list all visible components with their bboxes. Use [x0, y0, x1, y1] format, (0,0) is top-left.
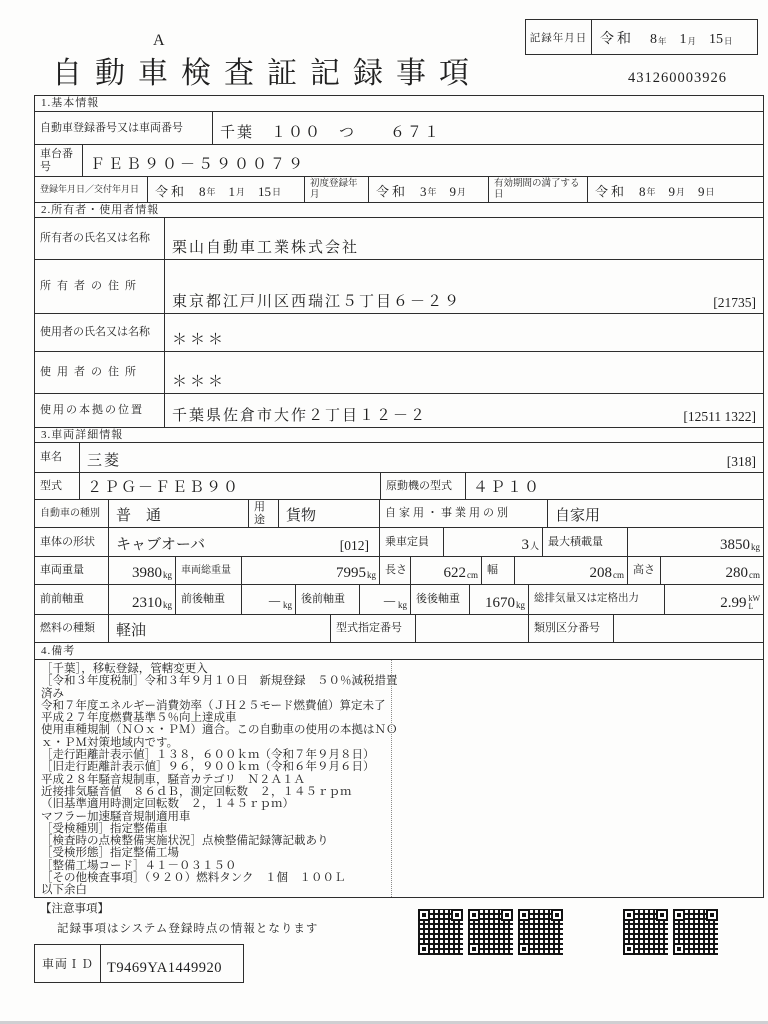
axle-front-front-label: 前前軸重 — [35, 585, 109, 614]
capacity-label: 乗車定員 — [380, 528, 444, 556]
base-location-label: 使用の本拠の位置 — [35, 394, 165, 427]
user-name-row — [35, 313, 763, 351]
axle-rear-front-value: － kg — [360, 585, 411, 614]
body-shape-label: 車体の形状 — [35, 528, 109, 556]
remark-line: ［旧走行距離計表示値］９６，９００ｋｍ（令和６年９月６日） — [41, 761, 375, 774]
section2-heading: 2.所有者・使用者情報 — [35, 202, 763, 217]
use-label: 用途 — [249, 500, 279, 527]
remark-line: ［受検種別］指定整備車 — [41, 822, 168, 835]
length-value: 622 cm — [411, 557, 482, 584]
remark-line: ［令和３年度税制］令和３年９月１０日 新規登録 ５０％減税措置 — [41, 675, 398, 688]
remark-line: ［千葉］，移転登録，管轄変更入 — [41, 663, 208, 675]
vehicle-id-value: T9469YA1449920 — [107, 960, 222, 976]
car-name-value: 三菱 [318] — [87, 453, 756, 469]
form-mark: A — [153, 32, 165, 49]
record-date-box — [525, 19, 758, 55]
fuel-row — [35, 614, 763, 642]
certificate-table — [34, 95, 764, 898]
expiry-date-value: 令和 8 年 9 月 9 日 — [595, 184, 715, 199]
remark-line: ［整備工場コード］４１－０３１５０ — [41, 859, 237, 872]
remarks-box — [35, 659, 763, 897]
fuel-label: 燃料の種類 — [35, 615, 109, 642]
width-value: 208 cm — [515, 557, 628, 584]
vehicle-class-value: 普 通 — [109, 500, 249, 527]
displacement-value: 2.99 kW L — [720, 594, 760, 611]
first-registration-label: 初度登録年月 — [305, 177, 369, 202]
base-location-code: [12511 1322] — [683, 409, 756, 424]
remark-line: 平成２７年度燃費基準５％向上達成車 — [41, 712, 237, 725]
registration-date-label: 登録年月日／交付年月日 — [35, 177, 148, 202]
displacement-unit: kW L — [748, 594, 760, 611]
remark-line: 令和７年度エネルギー消費効率（ＪＨ２５モード燃費値）算定未了 — [41, 699, 386, 712]
qr-code-icon — [518, 909, 563, 955]
serial-number: 431260003926 — [628, 70, 727, 86]
vehicle-weight-value: 3980 kg — [109, 557, 176, 584]
car-name-label: 車名 — [35, 443, 80, 472]
max-load-label: 最大積載量 — [543, 528, 628, 556]
base-location-value: 千葉県佐倉市大作２丁目１２－２ [12511 1322] — [172, 408, 756, 424]
remark-line: ［検査時の点検整備実施状況］点検整備記録簿記載あり — [41, 835, 329, 848]
dates-row — [35, 176, 763, 202]
remark-line: 以下余白 — [41, 884, 87, 897]
expiry-date-label: 有効期間の満了する日 — [489, 177, 588, 202]
qr-code-icon — [623, 909, 668, 955]
height-label: 高さ — [628, 557, 661, 584]
section1-heading: 1.基本情報 — [41, 97, 100, 109]
remark-line: ［受検形態］指定整備工場 — [41, 847, 179, 860]
axle-rear-rear-label: 後後軸重 — [411, 585, 470, 614]
weights-dimensions-row — [35, 556, 763, 584]
qr-code-icon — [418, 909, 463, 955]
record-date-value: 令和 8 年 1 月 15 日 — [600, 32, 733, 47]
capacity-value: 3 人 — [444, 528, 543, 556]
body-shape-value: キャブオーバ [012] — [109, 528, 380, 556]
registration-number-label: 自動車登録番号又は車両番号 — [35, 112, 213, 144]
owner-address-row — [35, 259, 763, 313]
qr-code-icon — [673, 909, 718, 955]
remark-line: 近接排気騒音値 ８６ｄＢ，測定回転数 ２，１４５ｒｐｍ — [41, 785, 352, 798]
user-address-label: 使用者の住所 — [35, 352, 165, 393]
registration-date-value: 令和 8 年 1 月 15 日 — [148, 177, 305, 202]
max-load-value: 3850 kg — [720, 537, 760, 553]
chassis-number-row — [35, 144, 763, 176]
notice-heading: 【注意事項】 — [40, 903, 109, 915]
owner-address-label: 所有者の住所 — [35, 260, 165, 313]
use-value: 貨物 — [279, 500, 380, 527]
displacement-label: 総排気量又は定格出力 — [529, 585, 665, 614]
remark-line: ［走行距離計表示値］１３８，６００ｋｍ（令和７年９月８日） — [41, 749, 375, 762]
model-row — [35, 472, 763, 499]
vehicle-id-box — [34, 944, 244, 983]
remark-line: （旧基準適用時測定回転数 ２，１４５ｒｐｍ） — [41, 798, 294, 811]
registration-number-row — [35, 111, 763, 144]
base-location-row — [35, 393, 763, 427]
qr-code-group-right — [623, 909, 718, 955]
first-registration-value: 令和 3 年 9 月 — [369, 177, 489, 202]
body-shape-row — [35, 527, 763, 556]
user-name-label: 使用者の氏名又は名称 — [35, 314, 165, 351]
axle-front-rear-label: 前後軸重 — [176, 585, 242, 614]
axle-weights-row — [35, 584, 763, 614]
vehicle-class-label: 自動車の種別 — [35, 500, 109, 527]
owner-address-code: [21735] — [713, 295, 756, 310]
axle-front-rear-value: － kg — [242, 585, 296, 614]
remark-line: 平成２８年騒音規制車，騒音カテゴリ Ｎ２Ａ１Ａ — [41, 773, 306, 786]
user-address-row — [35, 351, 763, 393]
qr-code-group-left — [418, 909, 563, 955]
remark-line: マフラー加速騒音規制適用車 — [41, 810, 191, 823]
chassis-number-label: 車台番号 — [35, 145, 83, 176]
type-designation-label: 型式指定番号 — [331, 615, 416, 642]
body-shape-code: [012] — [339, 538, 369, 553]
section4-heading: 4.備考 — [35, 642, 763, 659]
notice-text: 記録事項はシステム登録時点の情報となります — [57, 923, 319, 935]
registration-number-value: 千葉 １００ つ ６７１ — [220, 125, 442, 141]
fuel-value: 軽油 — [109, 615, 331, 642]
vehicle-weight-label: 車両重量 — [35, 557, 109, 584]
section3-heading: 3.車両詳細情報 — [35, 427, 763, 442]
car-name-row — [35, 442, 763, 472]
gross-weight-label: 車両総重量 — [176, 557, 242, 584]
owner-name-value: 栗山自動車工業株式会社 — [172, 240, 360, 256]
chassis-number-value: ＦＥＢ９０－５９００７９ — [90, 157, 307, 173]
remark-line: 済み — [41, 687, 64, 700]
axle-rear-rear-value: 1670 kg — [470, 585, 529, 614]
user-name-value: ＊＊＊ — [172, 332, 227, 348]
user-address-value: ＊＊＊ — [172, 374, 227, 390]
category-number-value — [614, 615, 763, 642]
category-number-label: 類別区分番号 — [529, 615, 614, 642]
engine-model-label: 原動機の型式 — [381, 473, 466, 499]
remark-line: ｘ・ＰＭ対策地域内です。 — [41, 736, 179, 749]
car-name-code: [318] — [726, 454, 756, 469]
owner-name-row — [35, 217, 763, 259]
remark-line: ［その他検査事項］（９２０）燃料タンク １個 １００Ｌ — [41, 872, 346, 885]
axle-front-front-value: 2310 kg — [109, 585, 176, 614]
gross-weight-value: 7995 kg — [242, 557, 380, 584]
height-value: 280 cm — [725, 565, 760, 581]
vehicle-id-label: 車両ＩＤ — [35, 945, 101, 982]
page-title: 自動車検査証記録事項 — [52, 57, 482, 90]
owner-name-label: 所有者の氏名又は名称 — [35, 218, 165, 259]
length-label: 長さ — [380, 557, 411, 584]
qr-code-icon — [468, 909, 513, 955]
private-business-value: 自家用 — [555, 508, 601, 524]
model-label: 型式 — [35, 473, 80, 499]
private-business-label: 自家用・事業用の別 — [380, 500, 548, 527]
model-value: ２ＰＧ－ＦＥＢ９０ — [80, 473, 381, 499]
type-designation-value — [416, 615, 529, 642]
remark-line: 使用車種規制（ＮＯｘ・ＰＭ）適合。この自動車の使用の本拠はＮＯ — [41, 724, 398, 737]
record-date-label: 記録年月日 — [526, 20, 592, 54]
remarks-divider — [391, 660, 392, 897]
class-use-row — [35, 499, 763, 527]
width-label: 幅 — [482, 557, 515, 584]
owner-address-value: 東京都江戸川区西瑞江５丁目６－２９ [21735] — [172, 294, 756, 310]
axle-rear-front-label: 後前軸重 — [296, 585, 360, 614]
engine-model-value: ４Ｐ１０ — [473, 480, 542, 496]
